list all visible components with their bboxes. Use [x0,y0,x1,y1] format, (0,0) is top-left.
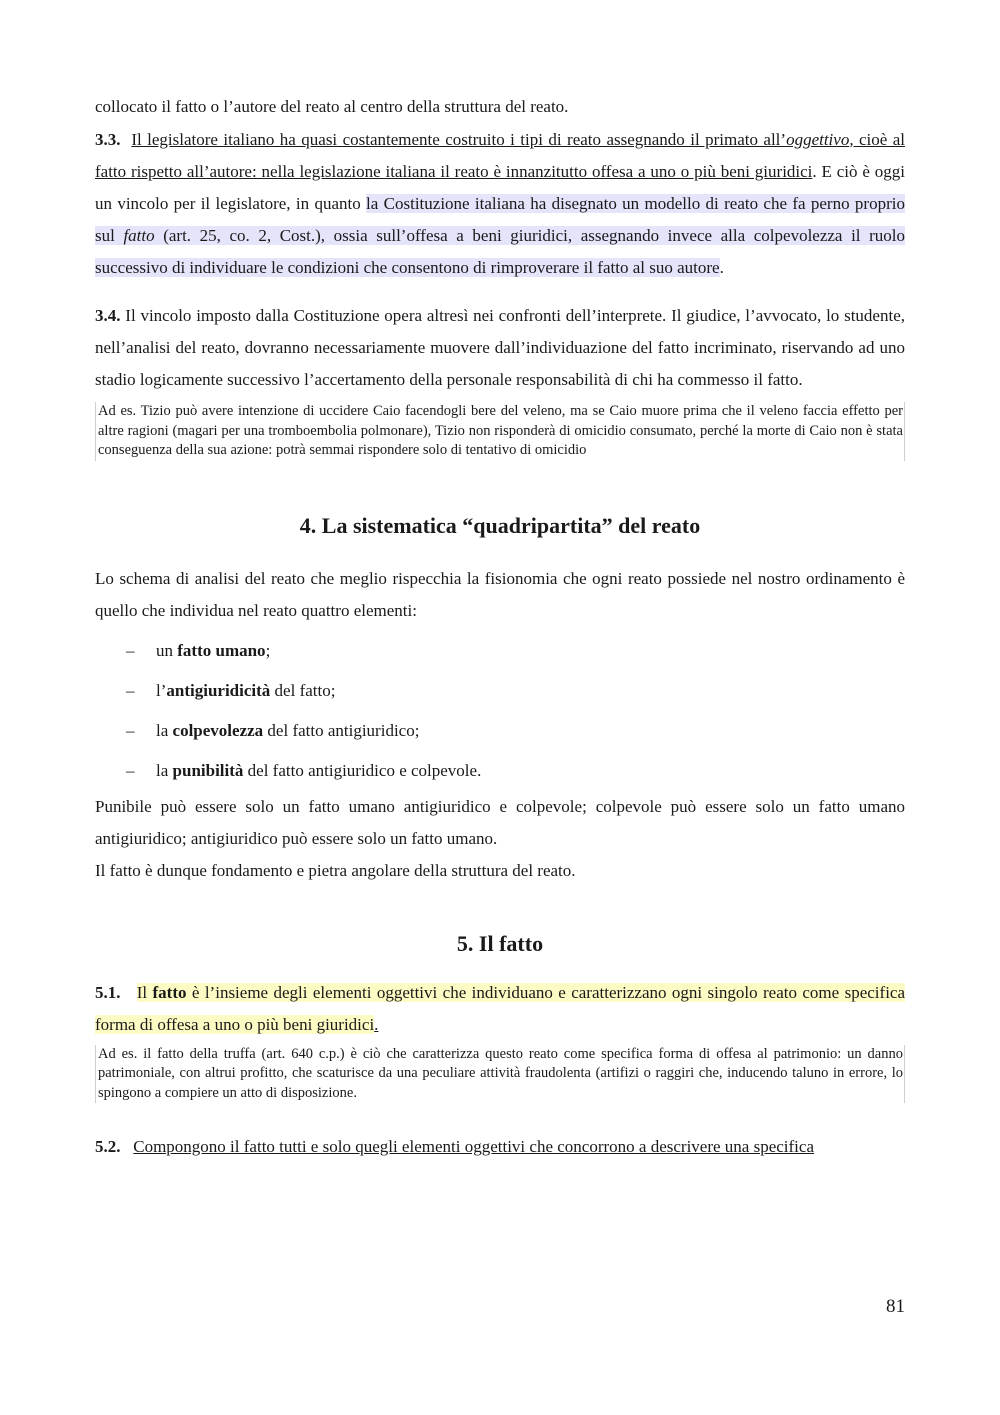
underlined-text-2: , cioè al fatto rispetto all’autore: nella legislazione italiana il reato è innanzitutto offesa a uno o più beni giuridici [95,130,906,181]
item-post: del fatto antigiuridico e colpevole. [243,760,482,780]
paragraph-3-3 [95,124,905,284]
elements-list [95,631,905,791]
item-pre: l’ [156,680,167,700]
highlight-text: la Costituzione italiana ha disegnato un modello di reato che fa perno proprio sul [95,194,905,245]
section-4-closing: Il fatto è dunque fondamento e pietra angolare della struttura del reato. [95,860,576,880]
paragraph-5-2 [95,1131,905,1163]
example-box: Ad es. Tizio può avere intenzione di uccidere Caio facendogli bere del veleno, ma se Caio muore prima che il veleno faccia effetto per altre ragioni (magari per una tromboembolia polmonare), Tizio non risponderà di omicidio consumato, perché la morte di Caio non è stata conseguenza della sua azione: potrà semmai rispondere solo di tentativo di omicidio [95,402,905,461]
page-number: 81 [886,1296,905,1317]
section-5-title: 5. Il fatto [456,930,544,956]
item-pre: un [156,640,178,660]
emphasis-fatto: fatto [123,226,155,245]
plain-text: . E ciò è oggi un vincolo per il legislatore, in quanto [95,162,905,213]
highlight-bold: fatto [152,982,187,1002]
highlight-yellow [95,983,905,1034]
period: . [374,1014,379,1034]
item-post: del fatto; [270,680,336,700]
section-4-intro: Lo schema di analisi del reato che meglio rispecchia la fisionomia che ogni reato possiede nel nostro ordinamento è quello che individua nel reato quattro elementi: [95,568,905,620]
item-pre: la [156,760,173,780]
paragraph-5-1 [95,977,905,1041]
paragraph-number: 3.4. [95,306,121,325]
section-4-after: Punibile può essere solo un fatto umano antigiuridico e colpevole; colpevole può essere solo un fatto umano antigiuridico; antigiuridico può essere solo un fatto umano. [95,796,905,848]
item-post: ; [265,640,271,660]
dash-icon: – [126,760,135,780]
paragraph-number: 5.2. [95,1137,121,1156]
highlight-text: è l’insieme degli elementi oggettivi che individuano e caratterizzano ogni singolo reato come specifica forma di offesa a uno o più beni giuridici [95,982,906,1034]
dash-icon: – [126,640,135,660]
period: . [719,258,724,277]
list-item [95,671,905,711]
example-box-2: Ad es. il fatto della truffa (art. 640 c.p.) è ciò che caratterizza questo reato come specifica forma di offesa al patrimonio: un danno patrimoniale, con altrui profitto, che scaturisce da una peculiare attività fraudolenta (artifizi o raggiri che, inducendo taluno in errore, lo spingono a compiere un atto di disposizione. [95,1045,905,1104]
item-bold: antigiuridicità [166,680,271,700]
item-post: del fatto antigiuridico; [263,720,420,740]
section-4-title: 4. La sistematica “quadripartita” del reato [299,512,701,538]
item-bold: fatto umano [177,640,266,660]
item-bold: colpevolezza [172,720,264,740]
emphasis-text: oggettivo [786,130,850,149]
list-item [95,631,905,671]
list-item [95,711,905,751]
underlined-text: Il legislatore italiano ha quasi costantemente costruito i tipi di reato assegnando il primato all’ [131,130,787,149]
paragraph-number: 3.3. [95,130,121,149]
paragraph-number: 5.1. [95,982,121,1002]
page-content [95,92,905,1163]
dash-icon: – [126,680,135,700]
highlight-pre: Il [136,982,153,1002]
paragraph-text: Il vincolo imposto dalla Costituzione opera altresì nei confronti dell’interprete. Il giudice, l’avvocato, lo studente, nell’analisi del reato, dovranno necessariamente muovere dall’individuazione del fatto incriminato, riservando ad uno stadio logicamente successivo l’accertamento della personale responsabilità di chi ha commesso il fatto. [95,306,905,389]
list-item [95,751,905,791]
item-bold: punibilità [172,760,244,780]
item-pre: la [156,720,173,740]
paragraph-3-4 [95,300,905,396]
intro-line: collocato il fatto o l’autore del reato al centro della struttura del reato. [95,97,569,116]
highlight-text-2: (art. 25, co. 2, Cost.), ossia sull’offesa a beni giuridici, assegnando invece alla colpevolezza il ruolo successivo di individuare le condizioni che consentono di rimproverare il fatto al suo autore [95,226,905,277]
underlined-text: Compongono il fatto tutti e solo quegli elementi oggettivi che concorrono a descrivere una specifica [133,1137,814,1156]
dash-icon: – [126,720,135,740]
